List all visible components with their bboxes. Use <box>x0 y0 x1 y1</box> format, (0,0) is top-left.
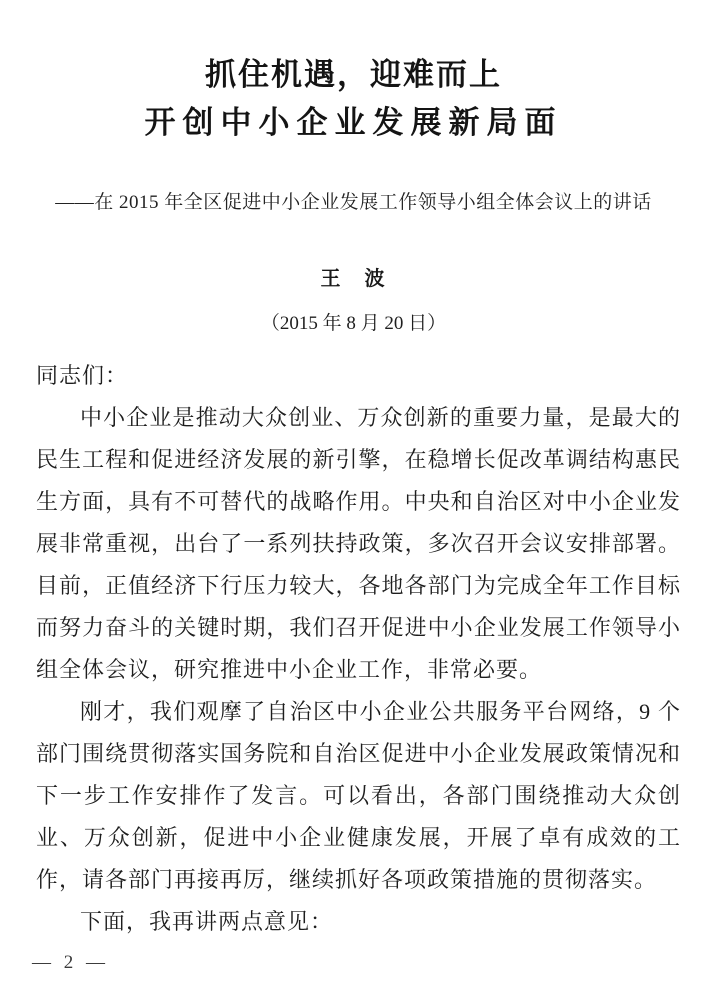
document-title-line2: 开创中小企业发展新局面 <box>144 105 563 141</box>
paragraph-3: 下面，我再讲两点意见： <box>80 909 334 935</box>
page-number: — 2 — <box>32 952 109 973</box>
paragraph-2: 刚才，我们观摩了自治区中小企业公共服务平台网络，9 个部门围绕贯彻落实国务院和自治区促进中小企业发展政策情况和下一步工作安排作了发言。可以看出，各部门围绕推动大众创业、万众创新，促进中小企业健康发展，开展了卓有成效的工作，请各部门再接再厉，继续抓好各项政策措施的贯彻落实。 <box>36 699 681 893</box>
document-title-line1: 抓住机遇，迎难而上 <box>205 57 502 92</box>
speaker-name: 王 波 <box>320 268 387 291</box>
speech-date: （2015 年 8 月 20 日） <box>260 313 447 335</box>
document-body <box>36 355 681 943</box>
paragraph-1: 中小企业是推动大众创业、万众创新的重要力量，是最大的民生工程和促进经济发展的新引擎，在稳增长促改革调结构惠民生方面，具有不可替代的战略作用。中央和自治区对中小企业发展非常重视，出台了一系列扶持政策，多次召开会议安排部署。目前，正值经济下行压力较大，各地各部门为完成全年工作目标而努力奋斗的关键时期，我们召开促进中小企业发展工作领导小组全体会议，研究推进中小企业工作，非常必要。 <box>36 405 681 683</box>
document-subtitle: ——在 2015 年全区促进中小企业发展工作领导小组全体会议上的讲话 <box>55 192 652 214</box>
salutation: 同志们： <box>36 363 129 389</box>
